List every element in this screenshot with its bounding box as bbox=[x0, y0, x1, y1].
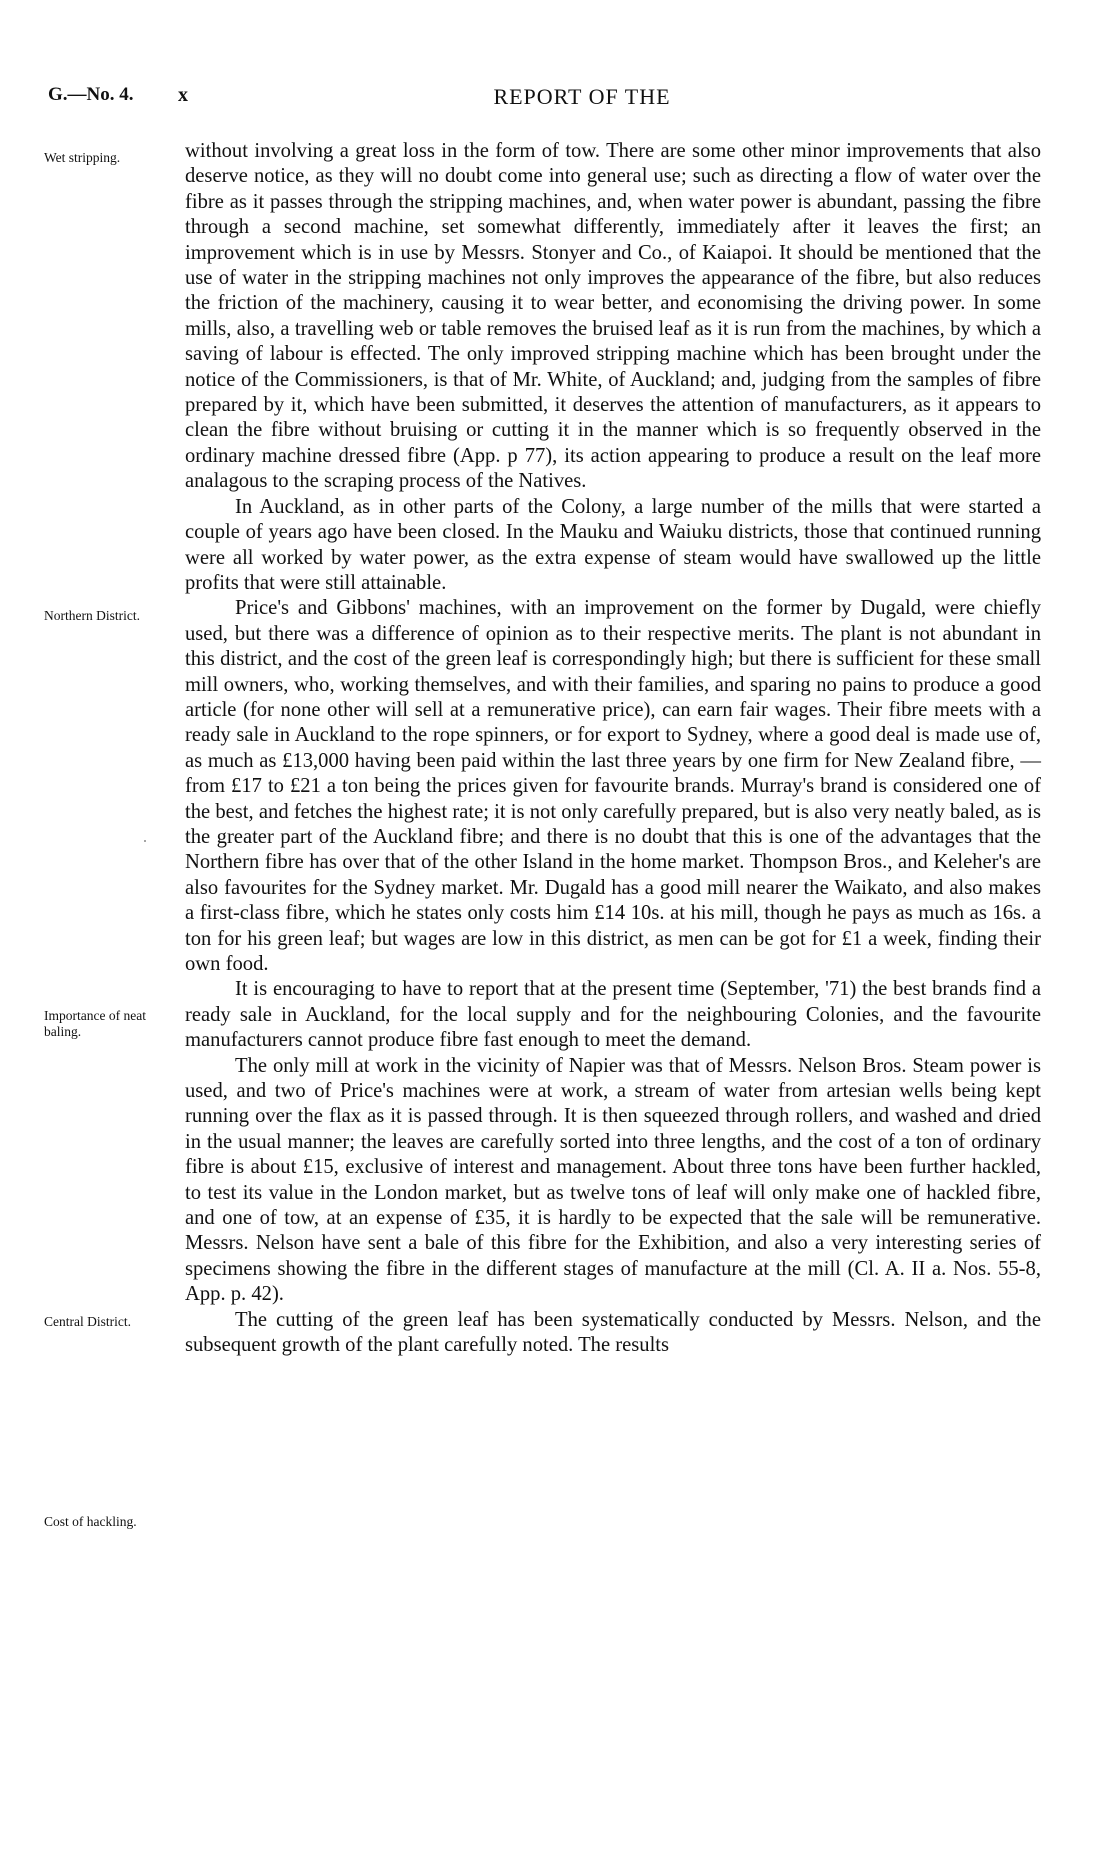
paragraph-current-demand: It is encouraging to have to report that at the present time (September, '71) the best brands find a ready sale in Auckland, for the local supply and for the neighbouring Colonies, and the favourite manufacturers cannot produce fibre fast enough to meet the demand. bbox=[185, 978, 1041, 1052]
margin-note-cost-of-hackling: Cost of hackling. bbox=[44, 1514, 137, 1529]
stray-mark bbox=[144, 840, 146, 842]
main-text bbox=[185, 139, 1041, 1359]
margin-note-northern-district: Northern District. bbox=[44, 608, 140, 623]
paragraph-auckland-mills: In Auckland, as in other parts of the Colony, a large number of the mills that were started a couple of years ago have been closed. In the Mauku and Waiuku districts, those that continued running were all worked by water power, as the extra expense of steam would have swallowed up the little profits that were still attainable. bbox=[185, 495, 1041, 594]
margin-note-wet-stripping: Wet stripping. bbox=[44, 150, 121, 165]
paragraph-napier-mill: The only mill at work in the vicinity of Napier was that of Messrs. Nelson Bros. Steam power is used, and two of Price's machines were at work, a stream of water from artesian wells being kept running over the flax as it is passed through. It is then squeezed through rollers, and washed and dried in the usual manner; the leaves are carefully sorted into three lengths, and the cost of a ton of ordinary fibre is about £15, exclusive of interest and management. About three tons have been further hackled, to test its value in the London market, but as twelve tons of leaf will only make one of hackled fibre, and one of tow, at an expense of £35, it is hardly to be expected that the sale will be remunerative. Messrs. Nelson have sent a bale of this fibre for the Exhibition, and also a very interesting series of specimens showing the fibre in the different stages of manufacture at the mill (Cl. A. II a. Nos. 55-8, App. p. 42). bbox=[185, 1054, 1041, 1306]
document-reference: G.—No. 4. bbox=[48, 84, 134, 105]
paragraph-machines-and-prices: Price's and Gibbons' machines, with an improvement on the former by Dugald, were chiefly used, but there was a difference of opinion as to their respective merits. The plant is not abundant in this district, and the cost of the green leaf is correspondingly high; but there is sufficient for these small mill owners, who, working themselves, and with their families, and sparing no pains to produce a good article (for none other will sell at a remunerative price), can earn fair wages. Their fibre meets with a ready sale in Auckland to the rope spinners, or for export to Sydney, where a good deal is made use of, as much as £13,000 having been paid within the last three years by one firm for New Zealand fibre, —from £17 to £21 a ton being the prices given for favourite brands. Murray's brand is considered one of the best, and fetches the highest rate; it is not only carefully prepared, but is also very neatly baled, as is the greater part of the Auckland fibre; and there is no doubt that this is one of the advantages that the Northern fibre has over that of the other Island in the home market. Thompson Bros., and Keleher's are also favourites for the Sydney market. Mr. Dugald has a good mill nearer the Waikato, and also makes a first-class fibre, which he states only costs him £14 10s. at his mill, though he pays as much as 16s. a ton for his green leaf; but wages are low in this district, as men can be got for £1 a week, finding their own food. bbox=[185, 597, 1041, 975]
running-title: REPORT OF THE bbox=[493, 84, 671, 109]
margin-note-neat-baling: Importance of neat baling. bbox=[44, 1008, 146, 1039]
paragraph-wet-stripping: without involving a great loss in the form of tow. There are some other minor improvements that also deserve notice, as they will no doubt come into general use; such as directing a flow of water over the fibre as it passes through the stripping machines, and, when water power is abundant, passing the fibre through a second machine, set somewhat differently, immediately after it leaves the first; an improvement which is in use by Messrs. Stonyer and Co., of Kaiapoi. It should be mentioned that the use of water in the stripping machines not only improves the appearance of the fibre, but also reduces the friction of the machinery, causing it to wear better, and economising the driving power. In some mills, also, a travelling web or table removes the bruised leaf as it is run from the machines, by which a saving of labour is effected. The only improved stripping machine which has been brought under the notice of the Commissioners, is that of Mr. White, of Auckland; and, judging from the samples of fibre prepared by it, which have been submitted, it deserves the attention of manufacturers, as it appears to clean the fibre without bruising or cutting it in the manner which is so frequently observed in the ordinary machine dressed fibre (App. p 77), its action appearing to produce a result on the leaf more analagous to the scraping process of the Natives. bbox=[185, 140, 1041, 493]
paragraph-leaf-cutting: The cutting of the green leaf has been systematically conducted by Messrs. Nelson, and the subsequent growth of the plant carefully noted. The results bbox=[185, 1308, 1041, 1357]
running-header bbox=[48, 84, 1060, 114]
page-number: x bbox=[178, 84, 188, 106]
margin-note-central-district: Central District. bbox=[44, 1314, 131, 1329]
